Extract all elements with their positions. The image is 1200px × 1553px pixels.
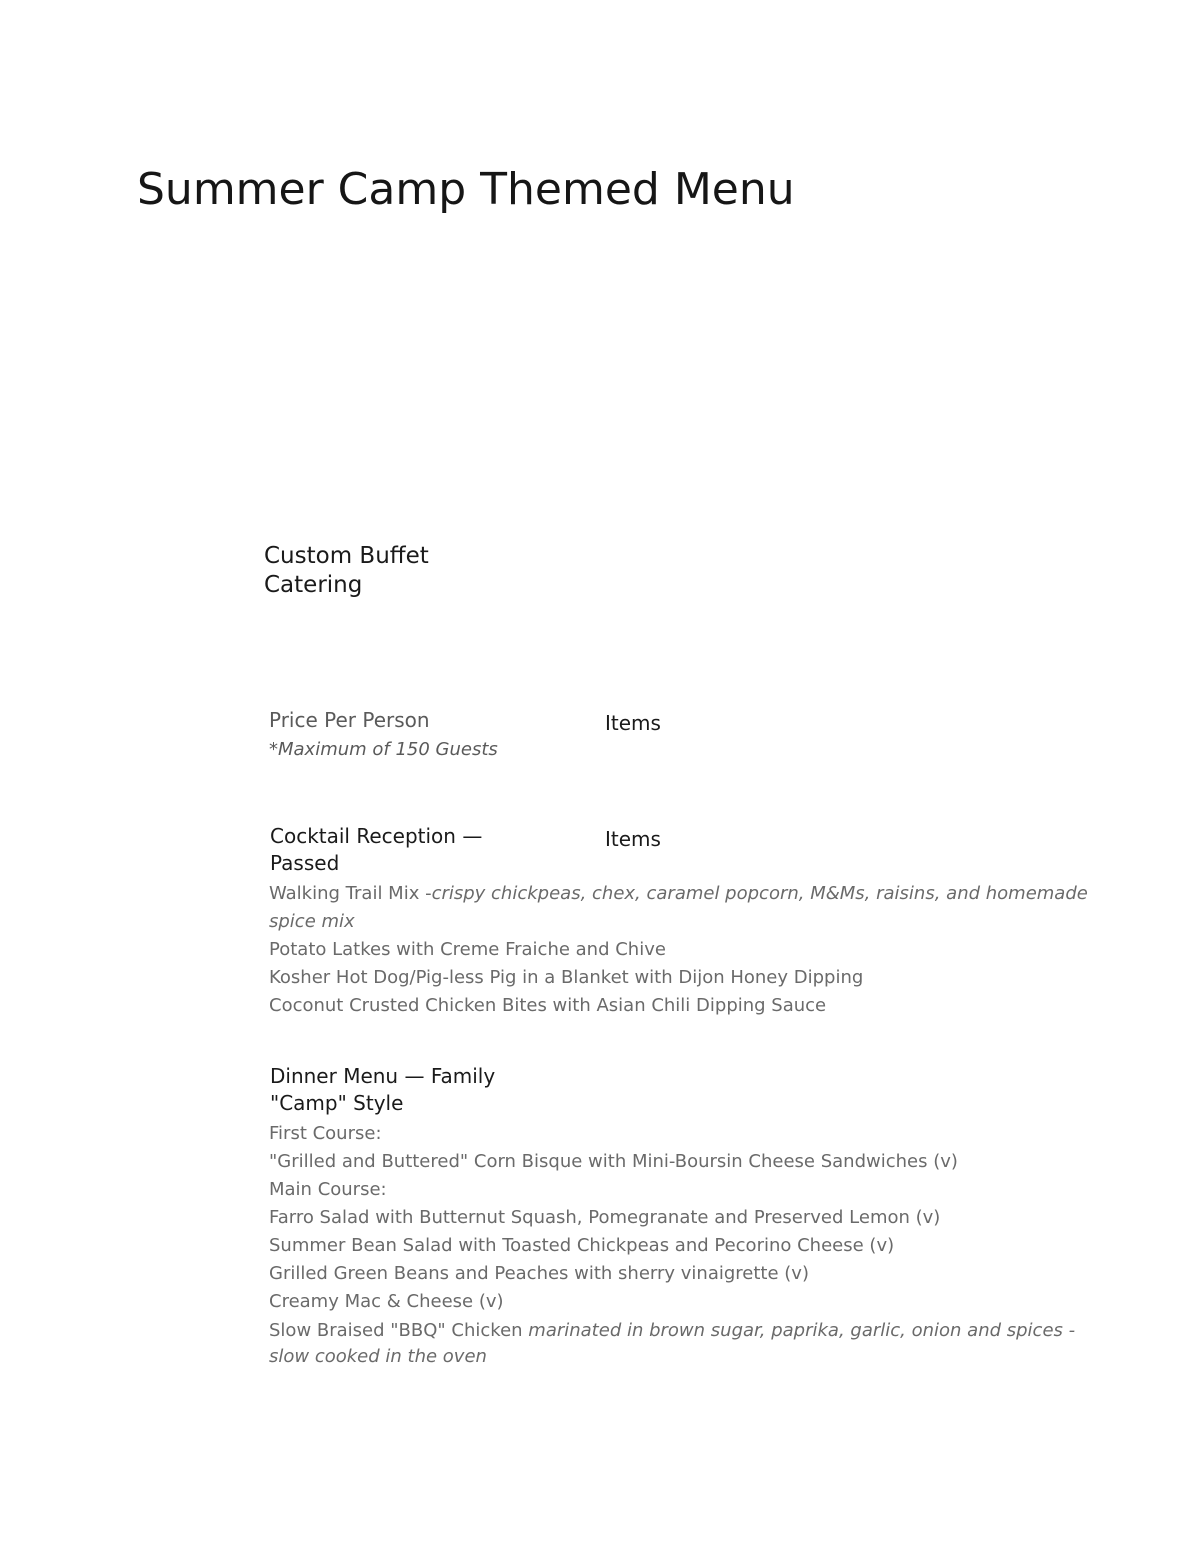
menu-subtitle: Custom Buffet Catering <box>264 543 429 598</box>
list-item: Farro Salad with Butternut Squash, Pomegranate and Preserved Lemon (v) <box>269 1207 941 1228</box>
guest-limit-note: *Maximum of 150 Guests <box>269 739 498 760</box>
price-per-person-label: Price Per Person <box>269 708 430 732</box>
course-label: First Course: <box>269 1123 382 1144</box>
item-description: marinated in brown sugar, paprika, garlic, onion and spices - slow cooked in the oven <box>269 1320 1076 1367</box>
list-item: Summer Bean Salad with Toasted Chickpeas and Pecorino Cheese (v) <box>269 1235 895 1256</box>
list-item <box>269 1318 1099 1370</box>
dinner-item-list <box>269 1120 1099 1370</box>
page-title: Summer Camp Themed Menu <box>137 164 795 216</box>
list-item: Grilled Green Beans and Peaches with sherry vinaigrette (v) <box>269 1263 809 1284</box>
list-item: "Grilled and Buttered" Corn Bisque with Mini-Boursin Cheese Sandwiches (v) <box>269 1151 958 1172</box>
cocktail-items-header: Items <box>605 827 661 851</box>
dinner-section-heading: Dinner Menu — Family "Camp" Style <box>270 1064 496 1115</box>
course-label: Main Course: <box>269 1179 387 1200</box>
item-name: Slow Braised "BBQ" Chicken <box>269 1320 523 1341</box>
list-item <box>269 880 1099 936</box>
item-name: Walking Trail Mix - <box>269 883 432 904</box>
cocktail-section-heading: Cocktail Reception — Passed <box>270 824 483 875</box>
list-item: Potato Latkes with Creme Fraiche and Chive <box>269 939 666 960</box>
list-item: Coconut Crusted Chicken Bites with Asian Chili Dipping Sauce <box>269 995 827 1016</box>
pricing-items-header: Items <box>605 711 661 735</box>
cocktail-item-list <box>269 880 1099 1020</box>
item-description: crispy chickpeas, chex, caramel popcorn, M&Ms, raisins, and homemade spice mix <box>269 883 1088 932</box>
list-item: Kosher Hot Dog/Pig-less Pig in a Blanket with Dijon Honey Dipping <box>269 967 864 988</box>
list-item: Creamy Mac & Cheese (v) <box>269 1291 504 1312</box>
